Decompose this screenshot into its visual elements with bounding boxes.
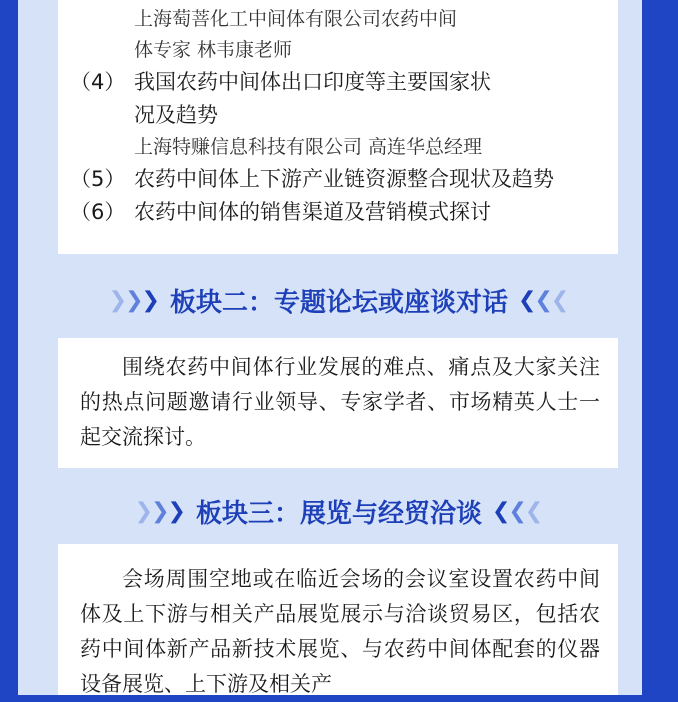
section-heading-2 <box>58 276 618 324</box>
agenda-item-title: 农药中间体的销售渠道及营销模式探讨 <box>134 200 491 224</box>
chevrons-left-icon: ❮ ❮ ❮ <box>518 287 568 313</box>
speaker-info: 上海萄菩化工中间体有限公司农药中间 <box>134 8 458 30</box>
section-2-card <box>58 338 618 468</box>
agenda-card <box>58 0 618 254</box>
section-title: 板块三：展览与经贸洽谈 <box>195 498 482 529</box>
section-3-card <box>58 544 618 695</box>
chevrons-right-icon: ❯ ❯ ❯ <box>108 287 158 313</box>
chevrons-left-icon: ❮ ❮ ❮ <box>492 498 542 524</box>
agenda-item <box>70 196 600 229</box>
agenda-item-number: （6） <box>70 200 126 224</box>
section-title: 板块二：专题论坛或座谈对话 <box>169 287 508 318</box>
speaker-info: 上海特赚信息科技有限公司 高连华总经理 <box>134 136 483 158</box>
agenda-item-title: 我国农药中间体出口印度等主要国家状 <box>134 70 491 94</box>
speaker-info: 体专家 林韦康老师 <box>134 39 293 61</box>
agenda-item-title: 农药中间体上下游产业链资源整合现状及趋势 <box>134 167 554 191</box>
chevrons-right-icon: ❯ ❯ ❯ <box>134 498 184 524</box>
section-body: 会场周围空地或在临近会场的会议室设置农药中间体及上下游与相关产品展览展示与洽谈贸易区，包括农药中间体新产品新技术展览、与农药中间体配套的仪器设备展览、上下游及相关产 <box>80 567 600 696</box>
section-body: 围绕农药中间体行业发展的难点、痛点及大家关注的热点问题邀请行业领导、专家学者、市场精英人士一起交流探讨。 <box>80 355 600 449</box>
agenda-item <box>70 66 600 99</box>
agenda-item <box>70 163 600 196</box>
agenda-item-number: （4） <box>70 70 126 94</box>
agenda-item-number: （5） <box>70 167 126 191</box>
agenda-item-continuation: 况及趋势 <box>134 103 218 127</box>
section-heading-3 <box>58 487 618 535</box>
